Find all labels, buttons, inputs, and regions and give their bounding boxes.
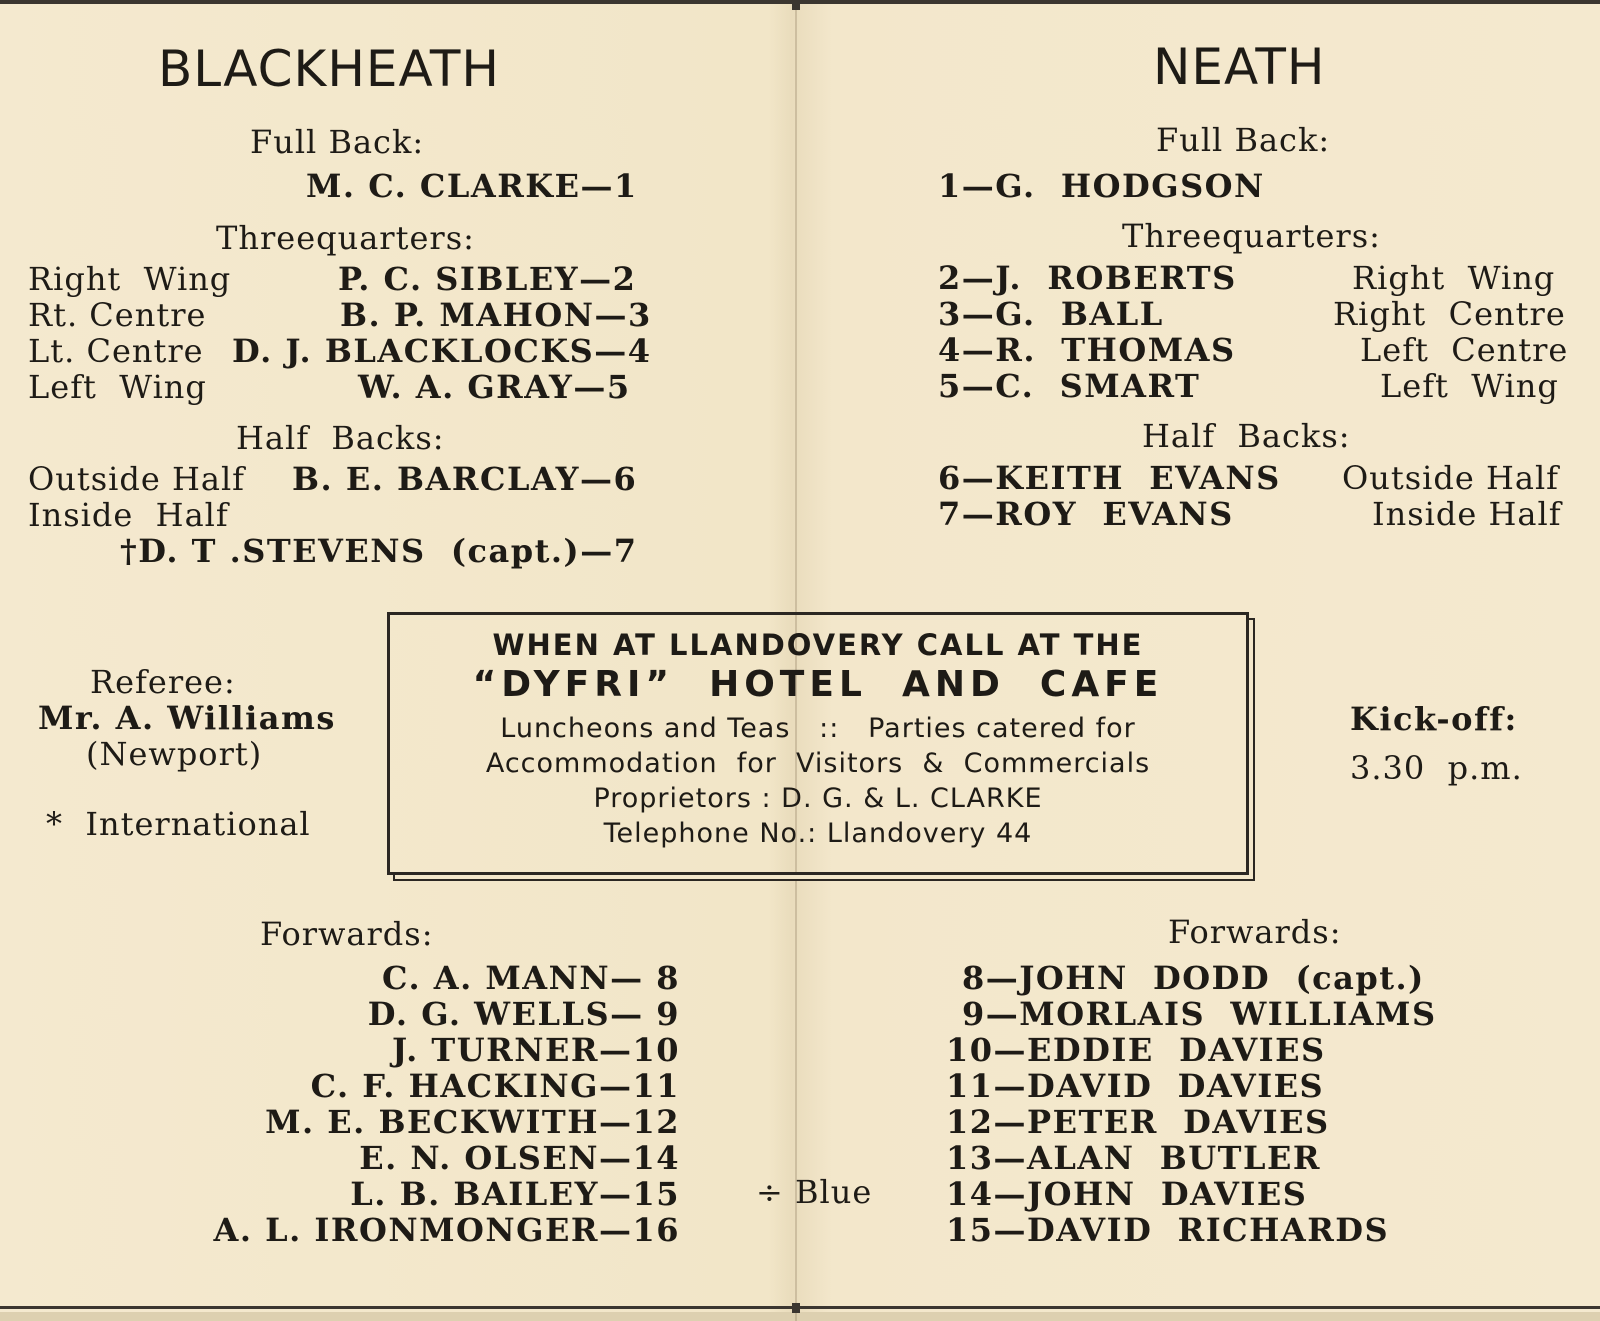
international-note: * International — [46, 805, 311, 843]
right-tq-player: 5—C. SMART — [938, 367, 1201, 405]
top-edge-rule — [0, 0, 1600, 4]
right-forwards-heading: Forwards: — [1168, 913, 1342, 951]
fold-staple-bottom — [792, 1303, 800, 1313]
right-forward: 14—JOHN DAVIES — [946, 1175, 1308, 1213]
right-tq-position: Left Wing — [1380, 367, 1559, 405]
right-tq-position: Left Centre — [1360, 331, 1569, 369]
right-forward: 13—ALAN BUTLER — [946, 1139, 1321, 1177]
right-half-backs-heading: Half Backs: — [1142, 417, 1351, 455]
right-hb-player: 6—KEITH EVANS — [938, 459, 1281, 497]
kickoff-label: Kick-off: — [1350, 700, 1518, 738]
advert-line-3: Luncheons and Teas :: Parties catered for — [500, 713, 1136, 744]
fold-staple-top — [792, 0, 800, 10]
referee-label: Referee: — [90, 663, 236, 701]
advert-line-5: Proprietors : D. G. & L. CLARKE — [593, 783, 1043, 814]
left-hb-position: Inside Half — [28, 496, 229, 534]
left-tq-player: W. A. GRAY—5 — [358, 368, 631, 406]
advert-line-4: Accommodation for Visitors & Commercials — [485, 748, 1151, 779]
left-forwards-heading: Forwards: — [260, 915, 434, 953]
left-forward: M. E. BECKWITH—12 — [265, 1103, 680, 1141]
left-tq-player: B. P. MAHON—3 — [340, 296, 652, 334]
left-forward: E. N. OLSEN—14 — [359, 1139, 680, 1177]
left-threequarters-heading: Threequarters: — [216, 219, 475, 257]
left-tq-position: Rt. Centre — [28, 296, 207, 334]
kickoff-time: 3.30 p.m. — [1350, 749, 1523, 787]
left-hb-player: †D. T .STEVENS (capt.)—7 — [120, 532, 638, 570]
right-full-back-heading: Full Back: — [1156, 121, 1331, 159]
right-forward: 11—DAVID DAVIES — [946, 1067, 1325, 1105]
right-team-name: NEATH — [1153, 38, 1326, 96]
left-team-name: BLACKHEATH — [158, 40, 500, 98]
advert-hotel-name: “DYFRI” HOTEL AND CAFE — [472, 664, 1164, 705]
left-full-back-heading: Full Back: — [250, 123, 425, 161]
advert-line-1: WHEN AT LLANDOVERY CALL AT THE — [492, 628, 1144, 662]
left-forward: C. F. HACKING—11 — [310, 1067, 680, 1105]
right-hb-player: 7—ROY EVANS — [938, 495, 1234, 533]
left-tq-position: Lt. Centre — [28, 332, 204, 370]
right-threequarters-heading: Threequarters: — [1122, 217, 1381, 255]
right-full-back-player: 1—G. HODGSON — [938, 167, 1265, 205]
left-forward: J. TURNER—10 — [391, 1031, 680, 1069]
right-forward: 9—MORLAIS WILLIAMS — [962, 995, 1437, 1033]
left-tq-player: D. J. BLACKLOCKS—4 — [232, 332, 652, 370]
right-forward: 10—EDDIE DAVIES — [946, 1031, 1326, 1069]
bottom-edge-rule — [0, 1306, 1600, 1309]
right-tq-position: Right Centre — [1333, 295, 1566, 333]
right-forward: 8—JOHN DODD (capt.) — [962, 959, 1425, 997]
left-hb-player: B. E. BARCLAY—6 — [292, 460, 638, 498]
left-forward: L. B. BAILEY—15 — [350, 1175, 680, 1213]
left-forward: A. L. IRONMONGER—16 — [213, 1211, 680, 1249]
right-tq-player: 4—R. THOMAS — [938, 331, 1236, 369]
left-forward: D. G. WELLS— 9 — [367, 995, 680, 1033]
advert-line-6: Telephone No.: Llandovery 44 — [603, 818, 1033, 849]
right-tq-position: Right Wing — [1352, 259, 1556, 297]
right-hb-position: Outside Half — [1342, 459, 1560, 497]
left-half-backs-heading: Half Backs: — [236, 419, 445, 457]
left-forward: C. A. MANN— 8 — [382, 959, 680, 997]
right-tq-player: 3—G. BALL — [938, 295, 1164, 333]
right-forward: 15—DAVID RICHARDS — [946, 1211, 1390, 1249]
right-tq-player: 2—J. ROBERTS — [938, 259, 1237, 297]
bottom-page-strip — [0, 1312, 1600, 1321]
referee-club: (Newport) — [86, 735, 263, 773]
left-tq-position: Right Wing — [28, 260, 232, 298]
left-tq-player: P. C. SIBLEY—2 — [338, 260, 637, 298]
right-hb-position: Inside Half — [1372, 495, 1562, 533]
left-full-back-player: M. C. CLARKE—1 — [306, 167, 638, 205]
blue-note: ÷ Blue — [756, 1173, 873, 1211]
left-hb-position: Outside Half — [28, 460, 246, 498]
right-forward: 12—PETER DAVIES — [946, 1103, 1330, 1141]
referee-name: Mr. A. Williams — [38, 699, 336, 737]
left-tq-position: Left Wing — [28, 368, 207, 406]
